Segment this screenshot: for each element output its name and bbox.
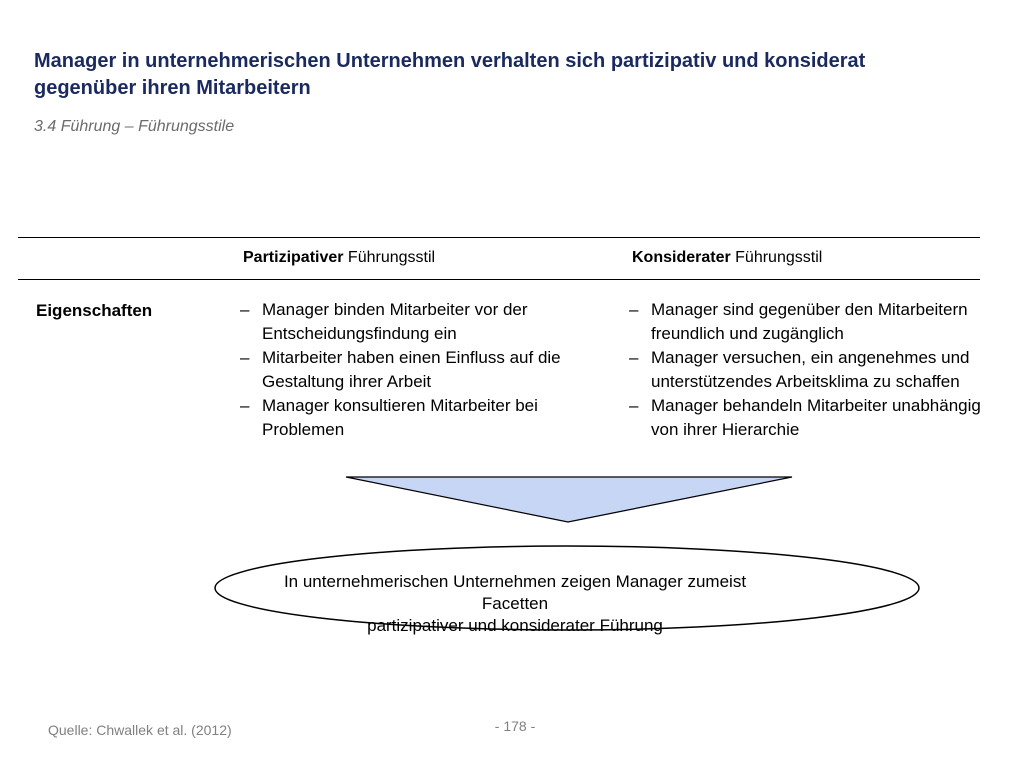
considerate-list [629, 298, 989, 442]
list-item: – Manager behandeln Mitarbeiter unabhängig von ihrer Hierarchie [629, 394, 989, 442]
conclusion-line-2: partizipativer und konsiderater Führung [367, 616, 663, 635]
column-header-participative [243, 249, 435, 267]
participative-list [240, 298, 580, 442]
list-item: – Manager konsultieren Mitarbeiter bei Problemen [240, 394, 580, 442]
page-number: - 178 - [494, 718, 536, 734]
column-header-considerate [632, 249, 822, 267]
source-citation: Quelle: Chwallek et al. (2012) [48, 722, 232, 738]
slide-subtitle: 3.4 Führung – Führungsstile [34, 118, 235, 135]
conclusion-text [250, 571, 780, 637]
list-item: – Manager sind gegenüber den Mitarbeitern freundlich und zugänglich [629, 298, 989, 346]
column-header-considerate-rest: Führungsstil [730, 249, 823, 266]
row-label-properties: Eigenschaften [36, 301, 153, 320]
column-header-considerate-bold: Konsiderater [632, 249, 731, 266]
column-header-participative-rest: Führungsstil [343, 249, 436, 266]
table-top-rule [18, 237, 980, 238]
list-item: – Mitarbeiter haben einen Einfluss auf die Gestaltung ihrer Arbeit [240, 346, 580, 394]
slide-title: Manager in unternehmerischen Unternehmen verhalten sich partizipativ und konsiderat gegenüber ihren Mitarbeitern [34, 50, 866, 99]
column-header-participative-bold: Partizipativer [243, 249, 344, 266]
table-header-rule [18, 279, 980, 280]
down-arrow-icon [340, 474, 800, 528]
conclusion-line-1: In unternehmerischen Unternehmen zeigen Manager zumeist Facetten [283, 572, 747, 613]
list-item: – Manager versuchen, ein angenehmes und unterstützendes Arbeitsklima zu schaffen [629, 346, 989, 394]
list-item: – Manager binden Mitarbeiter vor der Entscheidungsfindung ein [240, 298, 580, 346]
